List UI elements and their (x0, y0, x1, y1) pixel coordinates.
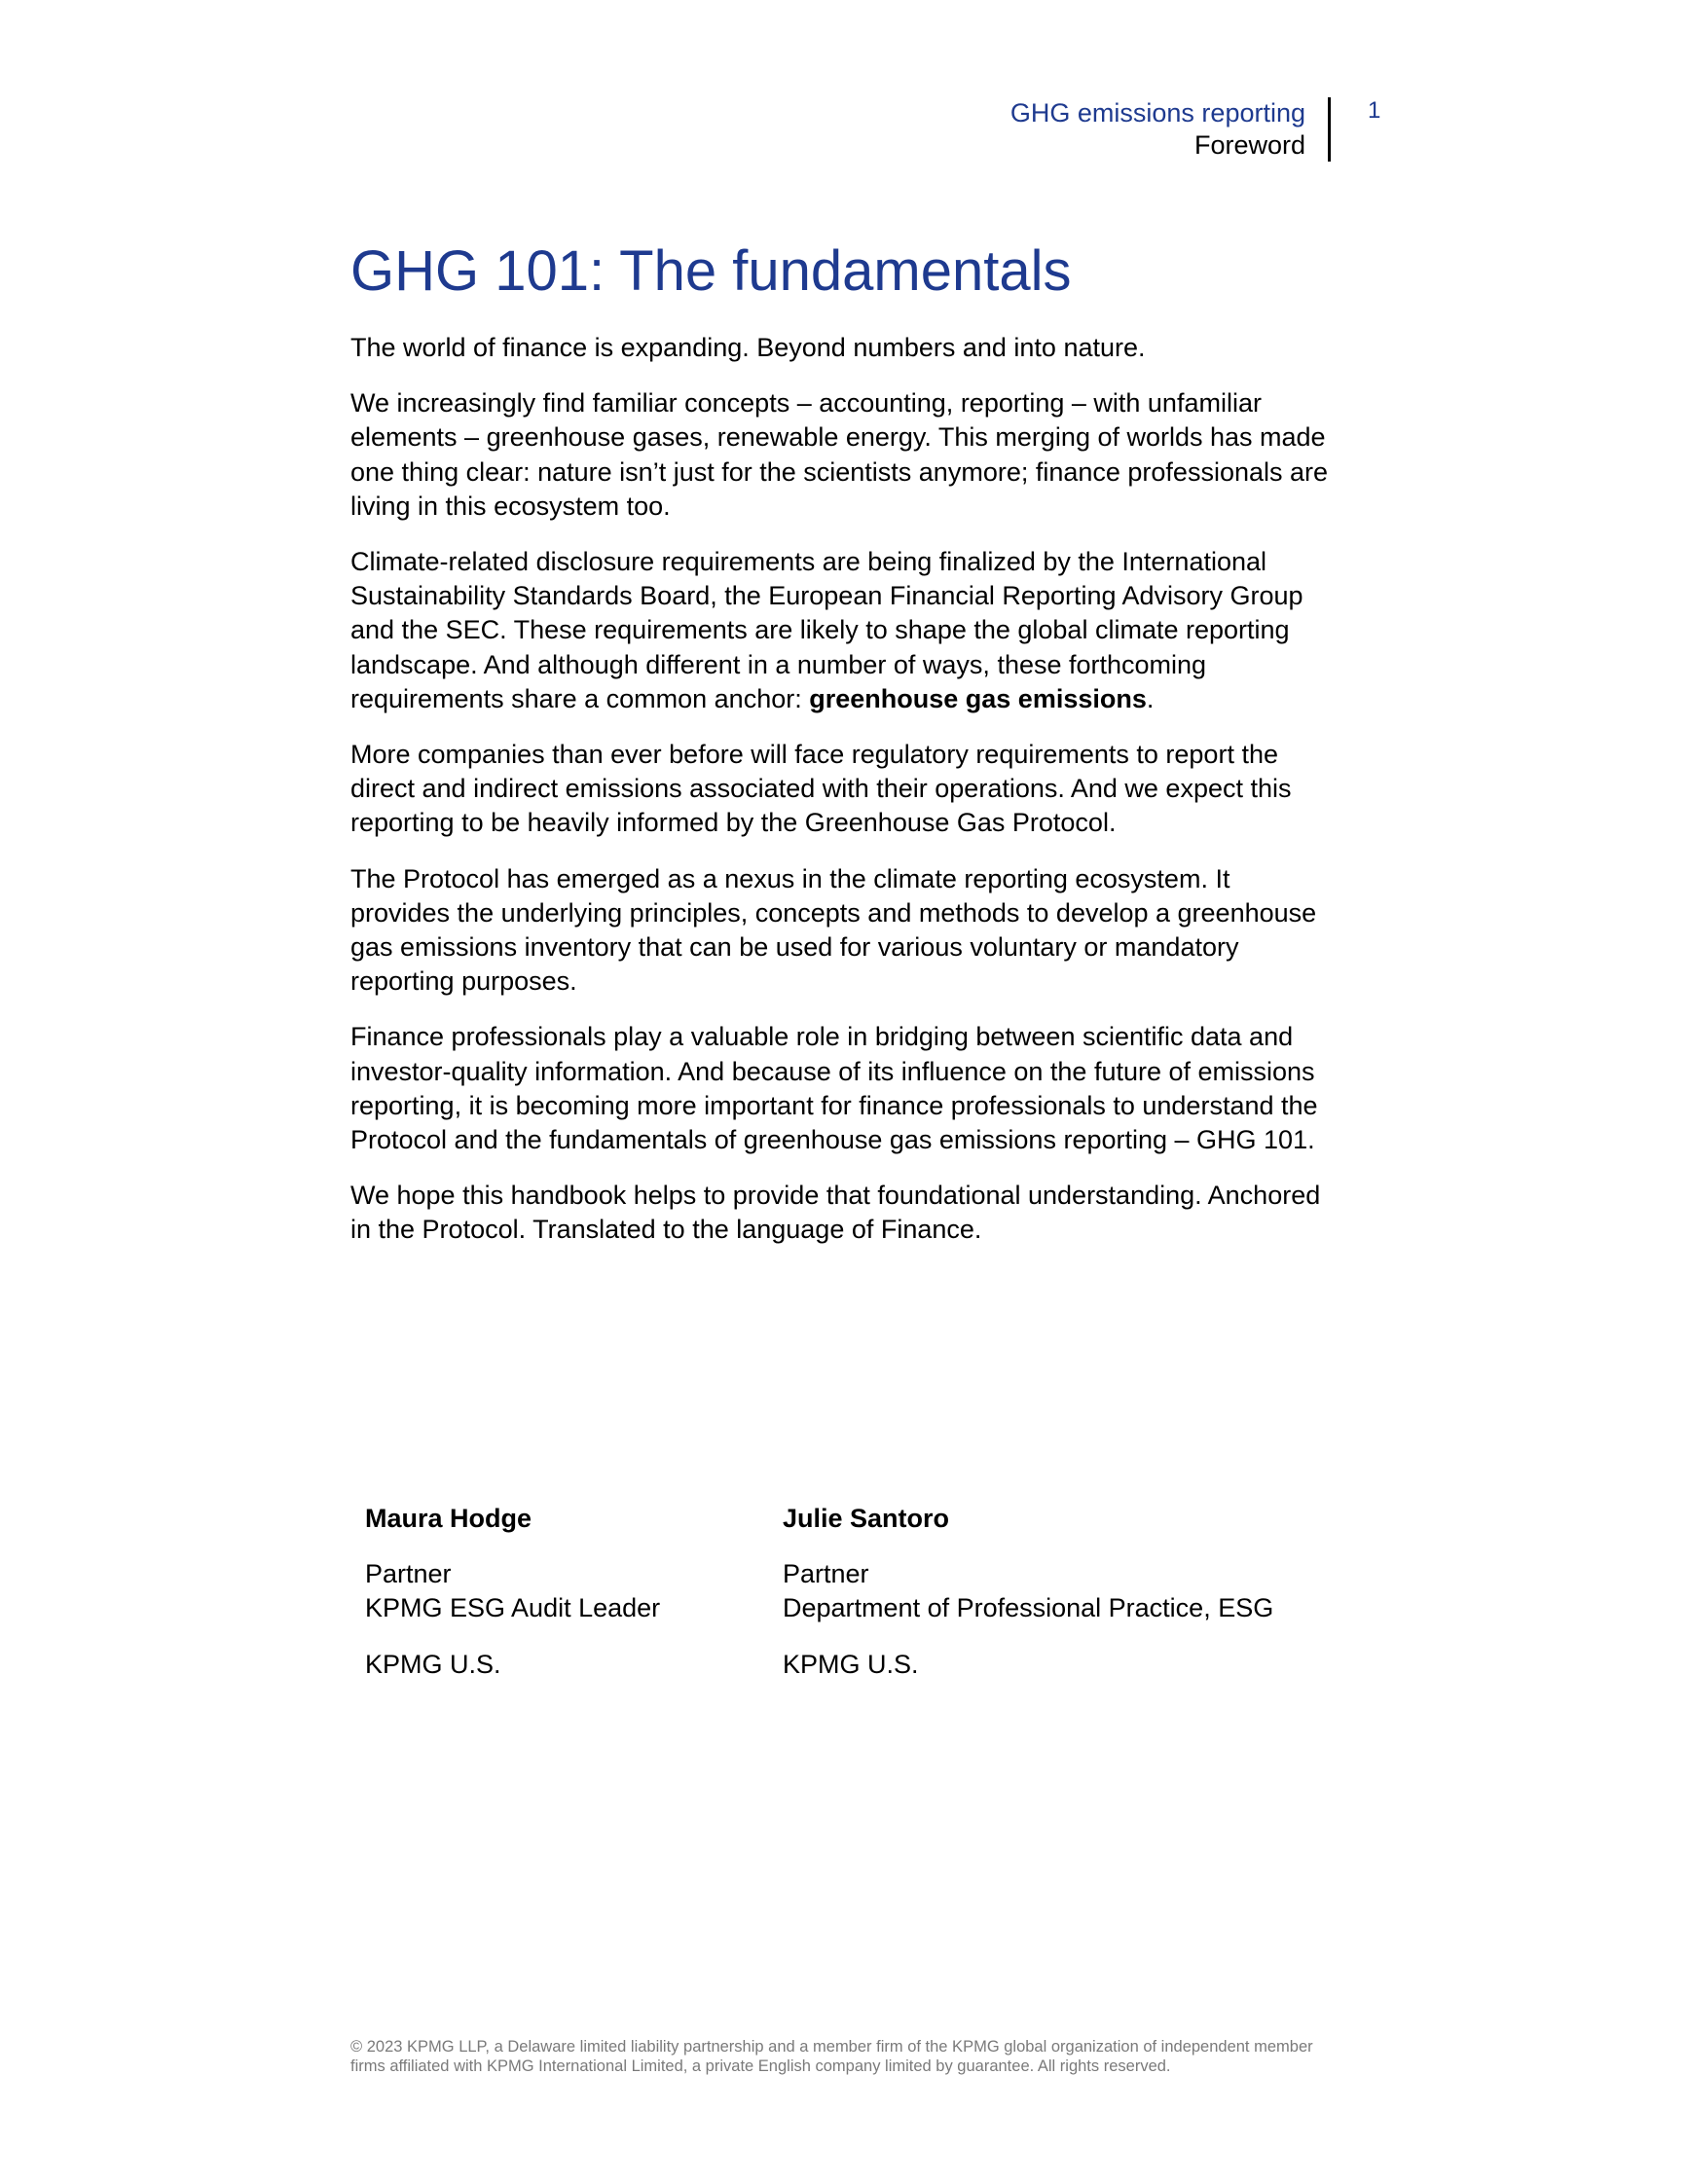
page-number: 1 (1368, 97, 1381, 124)
signatory-org: KPMG U.S. (365, 1649, 501, 1679)
signatory-org: KPMG U.S. (783, 1649, 919, 1679)
header-doc-title: GHG emissions reporting (1009, 98, 1305, 127)
header-section: Foreword (1193, 130, 1305, 160)
signatory-name: Julie Santoro (783, 1504, 950, 1533)
paragraph-text: Climate-related disclosure requirements are being finalized by the International Sustainability Standards Board, the European Financial Reporting Advisory Group and the SEC. These requirements are likely to shape the global climate reporting landscape. And although different in a number of ways, these forthcoming requirements share a common anchor: (350, 547, 1303, 713)
paragraph: The world of finance is expanding. Beyond numbers and into nature. (350, 333, 1146, 362)
bold-emphasis: greenhouse gas emissions (809, 683, 1147, 713)
header-divider (1328, 97, 1331, 162)
page-title: GHG 101: The fundamentals (350, 239, 1072, 303)
signatory-2 (783, 1502, 1273, 1682)
running-header (1010, 97, 1305, 162)
signatory-role: Partner (783, 1559, 869, 1589)
copyright-footer: © 2023 KPMG LLP, a Delaware limited liability partnership and a member firm of the KPMG global organization of independent member firms affiliated with KPMG International Limited, a private English company limited by guarantee. All rights reserved. (350, 2038, 1313, 2075)
paragraph-climate (350, 545, 1329, 716)
signatory-1 (365, 1502, 660, 1682)
paragraph: Finance professionals play a valuable role in bridging between scientific data and investor-quality information. And because of its influence on the future of emissions reporting, it is becoming more important for finance professionals to understand the Protocol and the fundamentals of greenhouse gas emissions reporting – GHG 101. (350, 1022, 1318, 1155)
paragraph: The Protocol has emerged as a nexus in the climate reporting ecosystem. It provides the underlying principles, concepts and methods to develop a greenhouse gas emissions inventory that can be used for various voluntary or mandatory reporting purposes. (350, 863, 1317, 997)
body-text (350, 331, 1329, 1269)
signatory-title: Department of Professional Practice, ESG (783, 1593, 1274, 1623)
paragraph: We increasingly find familiar concepts – accounting, reporting – with unfamiliar elements – greenhouse gases, renewable energy. This merging of worlds has made one thing clear: nature isn’t just for the scientists anymore; finance professionals are living in this ecosystem too. (350, 388, 1329, 521)
paragraph: We hope this handbook helps to provide that foundational understanding. Anchored in the Protocol. Translated to the language of Finance. (350, 1181, 1321, 1245)
signatory-title: KPMG ESG Audit Leader (365, 1593, 661, 1623)
signatory-name: Maura Hodge (365, 1504, 532, 1533)
paragraph: More companies than ever before will face regulatory requirements to report the direct and indirect emissions associated with their operations. And we expect this reporting to be heavily informed by the Greenhouse Gas Protocol. (350, 740, 1292, 838)
signatory-role: Partner (365, 1559, 452, 1589)
paragraph-end: . (1146, 683, 1155, 713)
